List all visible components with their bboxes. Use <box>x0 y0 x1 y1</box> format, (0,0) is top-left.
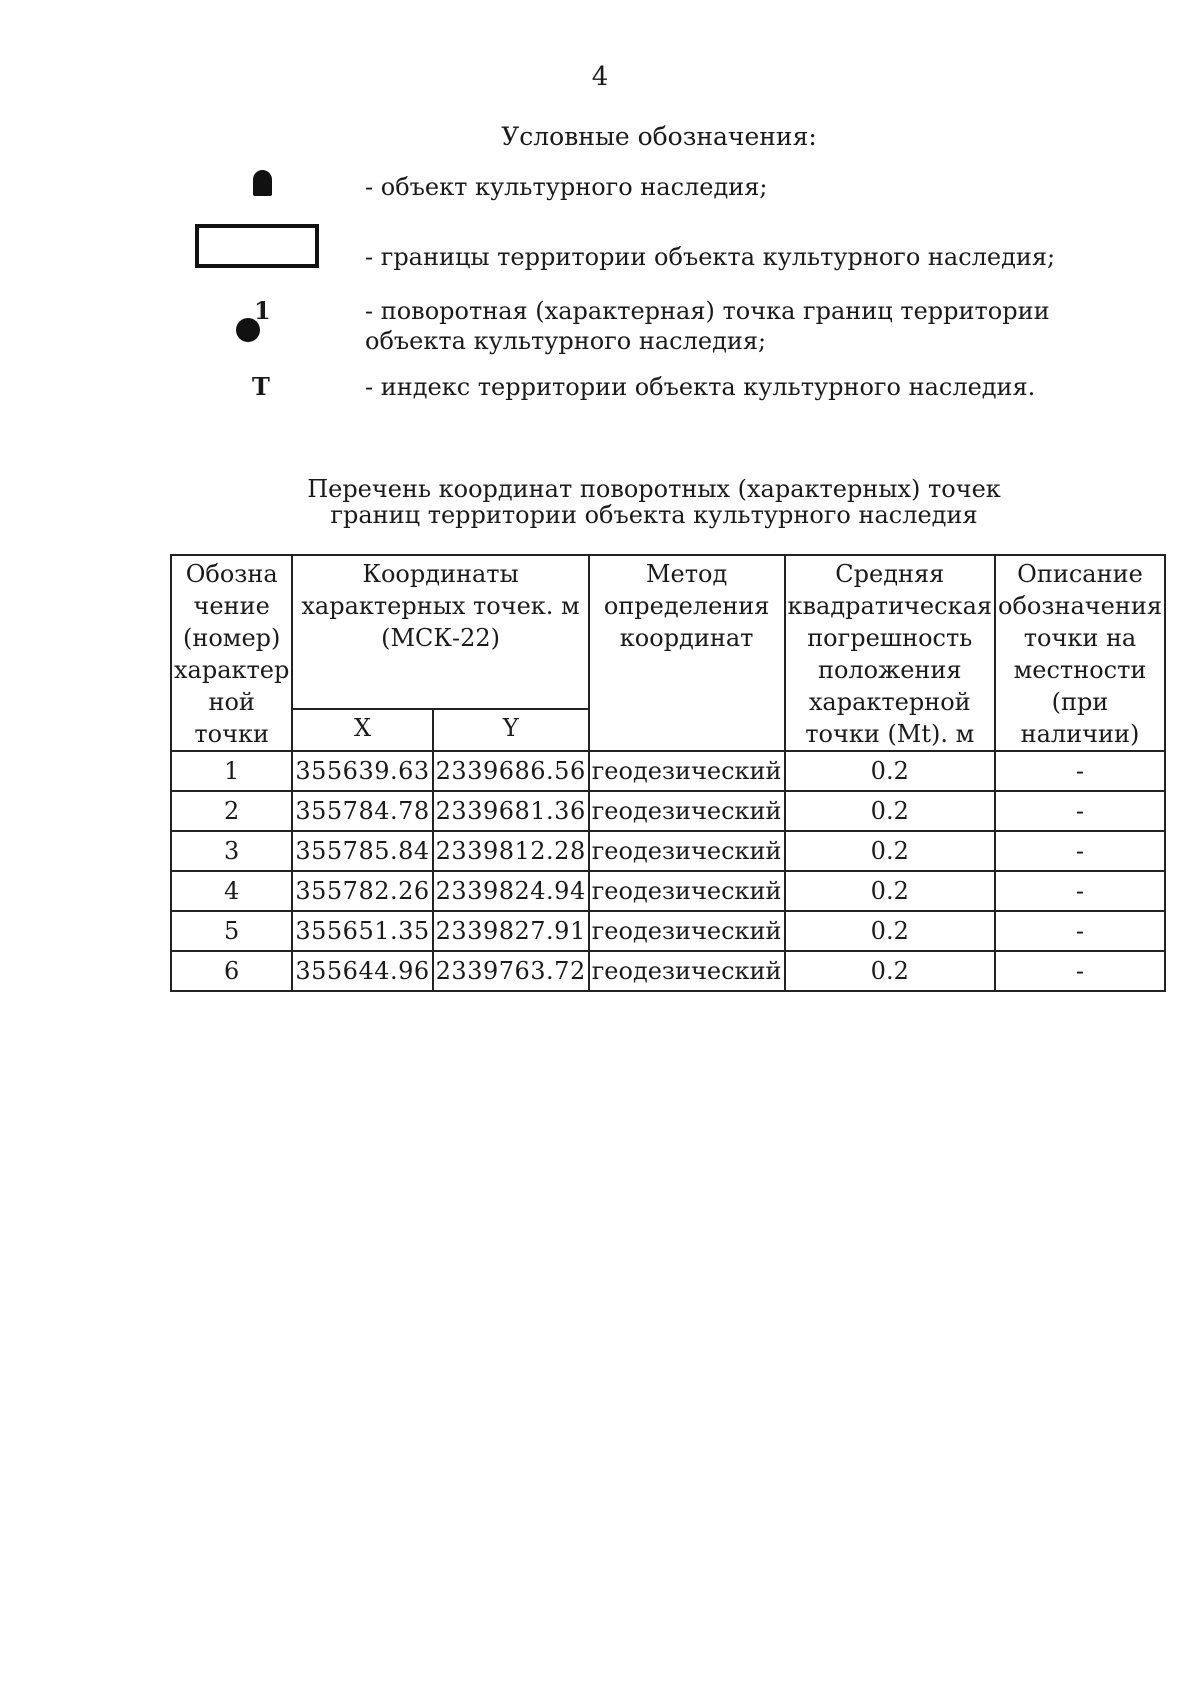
cell-method: геодезический <box>589 911 785 951</box>
cell-y: 2339812.28 <box>433 831 589 871</box>
coordinates-table <box>170 554 1166 992</box>
page-number: 4 <box>591 62 609 92</box>
header-designation: Обозна чение (номер) характер ной точки <box>171 555 292 751</box>
cell-y: 2339763.72 <box>433 951 589 991</box>
cell-x: 355784.78 <box>292 791 432 831</box>
cell-y: 2339681.36 <box>433 791 589 831</box>
header-description: Описание обозначения точки на местности (при наличии) <box>995 555 1165 751</box>
cell-error: 0.2 <box>785 951 996 991</box>
heritage-object-icon <box>253 170 272 196</box>
cell-y: 2339827.91 <box>433 911 589 951</box>
cell-description: - <box>995 951 1165 991</box>
cell-x: 355644.96 <box>292 951 432 991</box>
cell-x: 355782.26 <box>292 871 432 911</box>
table-row <box>171 871 1165 911</box>
cell-x: 355639.63 <box>292 751 432 791</box>
legend-title: Условные обозначения: <box>501 122 817 151</box>
cell-method: геодезический <box>589 791 785 831</box>
header-x: X <box>292 709 432 751</box>
cell-number: 5 <box>171 911 292 951</box>
header-y: Y <box>433 709 589 751</box>
territory-index-icon: Т <box>252 372 270 401</box>
table-row <box>171 911 1165 951</box>
cell-number: 6 <box>171 951 292 991</box>
cell-description: - <box>995 751 1165 791</box>
cell-number: 2 <box>171 791 292 831</box>
cell-description: - <box>995 831 1165 871</box>
cell-number: 1 <box>171 751 292 791</box>
table-body <box>171 751 1165 991</box>
table-title-line-2: границ территории объекта культурного наследия <box>330 501 978 529</box>
table-title <box>0 476 1200 528</box>
table-row <box>171 831 1165 871</box>
legend-item-territory-border: - границы территории объекта культурного наследия; <box>365 243 1056 271</box>
cell-y: 2339824.94 <box>433 871 589 911</box>
cell-error: 0.2 <box>785 751 996 791</box>
legend-item-territory-index: - индекс территории объекта культурного наследия. <box>365 373 1036 401</box>
cell-y: 2339686.56 <box>433 751 589 791</box>
cell-error: 0.2 <box>785 791 996 831</box>
table-row <box>171 791 1165 831</box>
cell-description: - <box>995 871 1165 911</box>
header-coordinates: Координаты характерных точек. м (МСК-22) <box>292 555 588 709</box>
table-row <box>171 951 1165 991</box>
cell-description: - <box>995 791 1165 831</box>
header-method: Метод определения координат <box>589 555 785 751</box>
cell-x: 355785.84 <box>292 831 432 871</box>
cell-error: 0.2 <box>785 871 996 911</box>
cell-method: геодезический <box>589 751 785 791</box>
table-title-line-1: Перечень координат поворотных (характерных) точек <box>307 475 1001 503</box>
legend-item-turning-point: - поворотная (характерная) точка границ территории объекта культурного наследия; <box>365 297 1050 355</box>
cell-number: 4 <box>171 871 292 911</box>
table-row <box>171 751 1165 791</box>
header-error: Средняя квадратическая погрешность положения характерной точки (Mt). м <box>785 555 996 751</box>
turning-point-icon-label: 1 <box>254 296 271 325</box>
cell-method: геодезический <box>589 951 785 991</box>
cell-method: геодезический <box>589 831 785 871</box>
cell-error: 0.2 <box>785 911 996 951</box>
cell-error: 0.2 <box>785 831 996 871</box>
cell-x: 355651.35 <box>292 911 432 951</box>
cell-description: - <box>995 911 1165 951</box>
legend-item-heritage-object: - объект культурного наследия; <box>365 173 768 201</box>
territory-border-icon <box>195 224 319 268</box>
cell-number: 3 <box>171 831 292 871</box>
cell-method: геодезический <box>589 871 785 911</box>
